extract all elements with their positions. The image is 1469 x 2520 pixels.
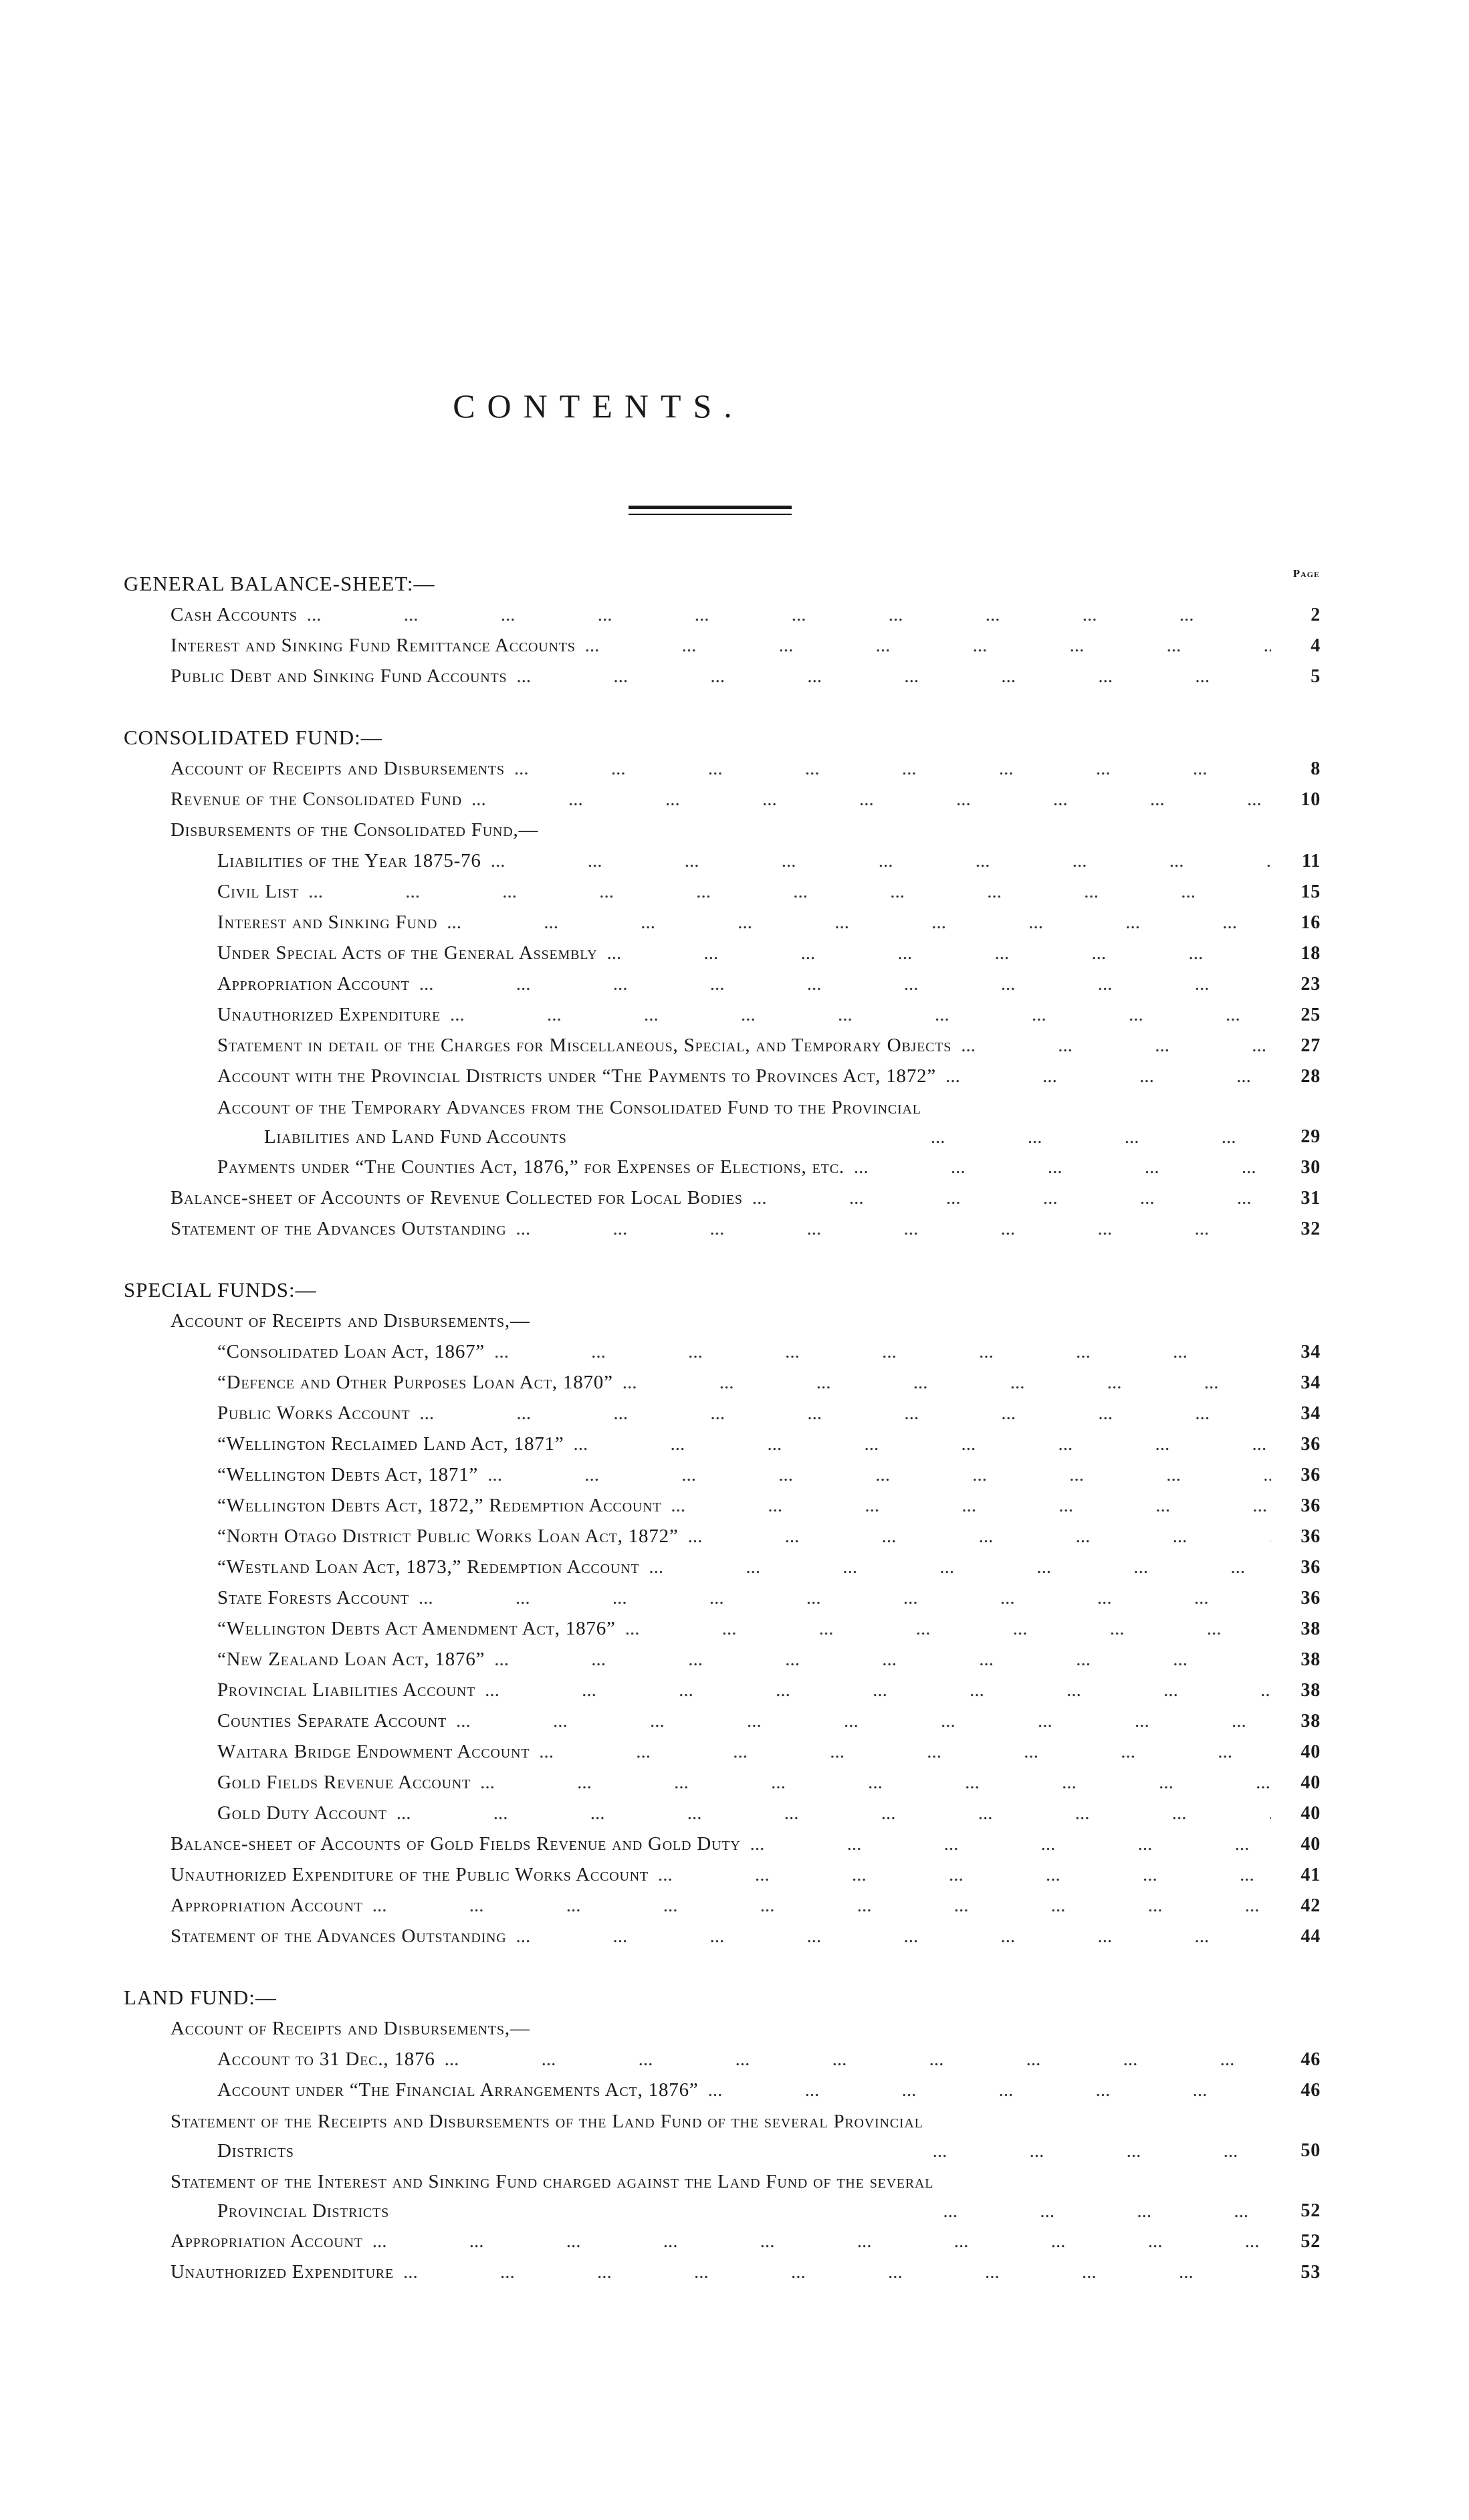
leader-dots [539,1736,1271,1767]
toc-entry[interactable] [124,1182,1321,1213]
title-rule-thin [629,514,792,515]
leader-dots [456,1705,1271,1736]
toc-entry[interactable] [124,1675,1321,1705]
entry-title: Statement in detail of the Charges for Miscellaneous, Special, and Temporary Objects [217,1035,952,1056]
page-number: 36 [1301,1557,1321,1578]
toc-entry[interactable] [124,599,1321,630]
page-number: 23 [1301,974,1321,994]
toc-entry[interactable] [124,1152,1321,1182]
entry-title: State Forests Account [217,1587,409,1608]
page-title: CONTENTS. [453,387,744,425]
entry-title: Statement of the Advances Outstanding [171,1218,507,1239]
toc-entry[interactable] [124,1459,1321,1490]
toc-entry[interactable] [124,1582,1321,1613]
leader-dots [480,1767,1271,1798]
page-number: 27 [1301,1035,1321,1056]
entry-title: Account of Receipts and Disbursements,— [171,2018,530,2039]
page-number: 40 [1301,1803,1321,1824]
toc-entry[interactable] [124,1705,1321,1736]
section-gap [124,692,1321,722]
entry-title: Cash Accounts [171,604,298,625]
page-number: 38 [1301,1618,1321,1639]
entry-title: Account to 31 Dec., 1876 [217,2049,435,2070]
page-number: 38 [1301,1711,1321,1731]
toc-entry[interactable] [124,1552,1321,1582]
toc-entry[interactable] [124,2166,1321,2226]
entry-title: Account of Receipts and Disbursements [171,758,505,779]
toc-entry[interactable] [124,1767,1321,1798]
leader-dots [516,1921,1271,1952]
toc-entry[interactable] [124,2226,1321,2256]
entry-title-continuation: Liabilities and Land Fund Accounts [264,1126,567,1148]
entry-title: Interest and Sinking Fund [217,912,438,933]
entry-title: Appropriation Account [171,1895,363,1916]
section-title: GENERAL BALANCE-SHEET:— [124,572,435,595]
page-number: 4 [1311,635,1321,656]
entry-title: Liabilities of the Year 1875-76 [217,850,481,871]
toc-entry[interactable] [124,876,1321,907]
entry-title: Unauthorized Expenditure [171,2261,394,2283]
toc-entry[interactable] [124,907,1321,938]
table-of-contents [124,568,1321,2287]
entry-title: Unauthorized Expenditure of the Public Works Account [171,1864,649,1885]
page-number: 30 [1301,1157,1321,1178]
toc-entry[interactable] [124,815,1321,845]
toc-section [124,1982,1321,2287]
leader-dots [658,1859,1271,1890]
page-number: 2 [1311,605,1321,625]
leader-dots [931,1122,1271,1152]
entry-title: Unauthorized Expenditure [217,1004,441,1025]
entry-title: Balance-sheet of Accounts of Revenue Collected for Local Bodies [171,1187,743,1209]
page-number: 29 [1301,1126,1321,1147]
toc-entry[interactable] [124,2256,1321,2287]
leader-dots [671,1490,1271,1521]
entry-title: Account under “The Financial Arrangements Act, 1876” [217,2079,699,2101]
leader-dots [961,1030,1271,1061]
toc-entry[interactable] [124,845,1321,876]
page-number: 38 [1301,1649,1321,1670]
leader-dots [688,1521,1271,1552]
toc-entry[interactable] [124,1828,1321,1859]
entry-title: Appropriation Account [217,973,410,994]
page-number: 28 [1301,1066,1321,1087]
entry-title: Provincial Liabilities Account [217,1679,476,1701]
toc-entry[interactable] [124,2105,1321,2166]
toc-entry[interactable] [124,1030,1321,1061]
toc-entry[interactable] [124,1859,1321,1890]
toc-entry[interactable] [124,2044,1321,2075]
section-title: CONSOLIDATED FUND:— [124,726,382,749]
leader-dots [854,1152,1271,1182]
page-number: 34 [1301,1403,1321,1424]
toc-entry[interactable] [124,2075,1321,2105]
leader-dots [307,599,1271,630]
leader-dots [445,2044,1271,2075]
entry-title: “Wellington Reclaimed Land Act, 1871” [217,1433,564,1455]
toc-entry[interactable] [124,1398,1321,1429]
toc-entry[interactable] [124,1490,1321,1521]
entry-title-continuation: Provincial Districts [217,2200,389,2222]
entry-title: Statement of the Advances Outstanding [171,1925,507,1947]
entry-title: “Wellington Debts Act Amendment Act, 1876” [217,1618,616,1639]
leader-dots [752,1182,1271,1213]
page-number: 34 [1301,1342,1321,1362]
page-number: 46 [1301,2080,1321,2101]
entry-title: Account of Receipts and Disbursements,— [171,1310,530,1332]
leader-dots [516,661,1271,692]
entry-title: Gold Duty Account [217,1802,387,1824]
toc-entry[interactable] [124,1061,1321,1091]
entry-title: “Westland Loan Act, 1873,” Redemption Account [217,1556,640,1578]
page-number: 40 [1301,1772,1321,1793]
entry-title [171,2167,933,2226]
toc-section [124,722,1321,1244]
page-number: 15 [1301,881,1321,902]
entry-title-line: Account of the Temporary Advances from the Consolidated Fund to the Provincial [217,1097,921,1118]
page-column-header: Page [1292,567,1320,580]
toc-entry[interactable] [124,1213,1321,1244]
page-number: 10 [1301,789,1321,810]
toc-entry[interactable] [124,1921,1321,1952]
title-rule [629,506,792,509]
entry-title: Counties Separate Account [217,1710,447,1731]
leader-dots [933,2136,1271,2166]
toc-section [124,568,1321,692]
entry-title: Payments under “The Counties Act, 1876,” for Expenses of Elections, etc. [217,1156,844,1178]
page-number: 36 [1301,1588,1321,1608]
entry-title: Waitara Bridge Endowment Account [217,1741,530,1762]
leader-dots [494,1644,1271,1675]
page-number: 16 [1301,912,1321,933]
page-number: 36 [1301,1495,1321,1516]
toc-entry[interactable] [124,1521,1321,1552]
page-number: 50 [1301,2140,1321,2161]
entry-title: Appropriation Account [171,2230,363,2252]
leader-dots [708,2075,1271,2105]
entry-title: Public Debt and Sinking Fund Accounts [171,665,507,687]
toc-entry[interactable] [124,1613,1321,1644]
leader-dots [945,1061,1271,1091]
page-number: 11 [1301,851,1321,871]
entry-title [217,1093,921,1152]
toc-entry[interactable] [124,661,1321,692]
page-number: 36 [1301,1465,1321,1485]
page-number: 40 [1301,1834,1321,1855]
toc-entry[interactable] [124,1336,1321,1367]
page-number: 38 [1301,1680,1321,1701]
entry-title: Disbursements of the Consolidated Fund,— [171,819,539,841]
entry-title: Interest and Sinking Fund Remittance Accounts [171,635,576,656]
entry-title: Public Works Account [217,1402,411,1424]
toc-entry[interactable] [124,999,1321,1030]
leader-dots [516,1213,1271,1244]
entry-title: Account with the Provincial Districts under “The Payments to Provinces Act, 1872” [217,1065,937,1087]
toc-section [124,1275,1321,1952]
page-number: 32 [1301,1219,1321,1239]
page-number: 34 [1301,1372,1321,1393]
toc-entry[interactable] [124,1091,1321,1152]
leader-dots [625,1613,1271,1644]
page-number: 52 [1301,2200,1321,2221]
page-number: 8 [1311,758,1321,779]
entry-title: “North Otago District Public Works Loan Act, 1872” [217,1526,679,1547]
page-number: 18 [1301,943,1321,964]
leader-dots [419,968,1271,999]
toc-entry[interactable] [124,753,1321,784]
page-number: 41 [1301,1865,1321,1885]
leader-dots [649,1552,1271,1582]
leader-dots [403,2256,1271,2287]
leader-dots [397,1798,1271,1828]
toc-entry[interactable] [124,2013,1321,2044]
leader-dots [607,938,1272,968]
entry-title: “Wellington Debts Act, 1872,” Redemption Account [217,1495,662,1516]
entry-title [171,2107,923,2166]
entry-title: Civil List [217,881,300,902]
section-gap [124,1244,1321,1275]
leader-dots [943,2196,1271,2226]
leader-dots [623,1367,1271,1398]
entry-title-line: Statement of the Interest and Sinking Fund charged against the Land Fund of the several [171,2171,934,2192]
toc-entry[interactable] [124,968,1321,999]
page-number: 36 [1301,1526,1321,1547]
page-number: 42 [1301,1895,1321,1916]
entry-title: “Wellington Debts Act, 1871” [217,1464,479,1485]
leader-dots [419,1582,1271,1613]
entry-title: “Consolidated Loan Act, 1867” [217,1341,485,1362]
page-number: 25 [1301,1005,1321,1025]
leader-dots [487,1459,1271,1490]
toc-entry[interactable] [124,630,1321,661]
entry-title: Revenue of the Consolidated Fund [171,789,463,810]
toc-entry[interactable] [124,1367,1321,1398]
leader-dots [308,876,1271,907]
toc-entry[interactable] [124,1644,1321,1675]
toc-entry[interactable] [124,784,1321,815]
leader-dots [450,999,1271,1030]
entry-title: “New Zealand Loan Act, 1876” [217,1649,485,1670]
section-title: SPECIAL FUNDS:— [124,1278,317,1301]
section-gap [124,1952,1321,1982]
toc-entry[interactable] [124,1305,1321,1336]
entry-title: Under Special Acts of the General Assembly [217,942,598,964]
leader-dots [471,784,1271,815]
entry-title-continuation: Districts [217,2140,294,2162]
toc-entry[interactable] [124,1798,1321,1828]
leader-dots [447,907,1271,938]
leader-dots [494,1336,1271,1367]
leader-dots [491,845,1271,876]
page-number: 44 [1301,1926,1321,1947]
leader-dots [585,630,1271,661]
page-number: 46 [1301,2049,1321,2070]
toc-entry[interactable] [124,1736,1321,1767]
leader-dots [419,1398,1271,1429]
entry-title: “Defence and Other Purposes Loan Act, 1870” [217,1372,613,1393]
leader-dots [750,1828,1271,1859]
leader-dots [574,1429,1271,1459]
entry-title: Gold Fields Revenue Account [217,1772,471,1793]
toc-entry[interactable] [124,1890,1321,1921]
leader-dots [372,2226,1271,2256]
toc-entry[interactable] [124,1429,1321,1459]
entry-title: Balance-sheet of Accounts of Gold Fields Revenue and Gold Duty [171,1833,741,1855]
leader-dots [514,753,1271,784]
page-number: 31 [1301,1188,1321,1209]
page-number: 36 [1301,1434,1321,1455]
page-number: 40 [1301,1742,1321,1762]
entry-title-line: Statement of the Receipts and Disbursements of the Land Fund of the several Provincial [171,2111,923,2132]
toc-entry[interactable] [124,938,1321,968]
leader-dots [372,1890,1271,1921]
page-number: 53 [1301,2262,1321,2283]
leader-dots [485,1675,1271,1705]
page-number: 52 [1301,2231,1321,2252]
section-title: LAND FUND:— [124,1986,277,2009]
page-number: 5 [1311,666,1321,687]
